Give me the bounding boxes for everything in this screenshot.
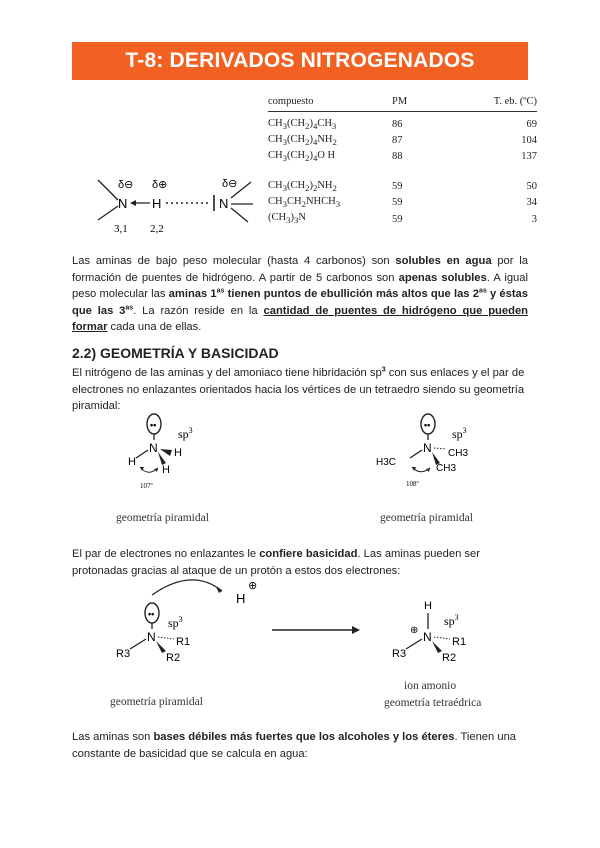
solubility-paragraph: Las aminas de bajo peso molecular (hasta 4 carbonos) son solubles en agua por la formación de puentes de hidrógeno. A partir de 5 carbonos son apenas solubles. A igual peso molecular las aminas $1^{as}$ tienen puntos de ebullición más altos que las $2^{as}$ y éstas que las $3^{as}$. La razón reside en la cantidad de puentes de hidrógeno que pueden formar cada una de ellas. — [72, 255, 529, 333]
svg-text:••: •• — [424, 420, 431, 430]
teb-cell: 137 — [521, 151, 537, 163]
table-row — [268, 195, 537, 211]
compound-cell: $CH_3CH_2NHCH_3$ — [268, 196, 341, 210]
pm-cell: 86 — [392, 119, 403, 131]
col-header-compound: compuesto — [268, 96, 378, 112]
table-header-row — [268, 96, 537, 112]
svg-text:••: •• — [148, 609, 155, 619]
sp3-label: $sp^3$ — [452, 426, 467, 441]
svg-text:H3C: H3C — [376, 457, 397, 468]
hb-n-left: N — [118, 196, 128, 211]
svg-text:H: H — [174, 447, 182, 459]
table-row — [268, 133, 537, 149]
boiling-point-table — [268, 96, 537, 227]
sp3-label: $sp^3$ — [444, 613, 459, 628]
table-row — [268, 211, 537, 227]
proton: H — [236, 591, 246, 606]
ammonium-h: H — [424, 600, 432, 612]
reaction-caption-tetra: geometría tetraédrica — [384, 697, 482, 709]
nitrogen-atom: N — [423, 441, 432, 455]
section-heading: 2.2) GEOMETRÍA Y BASICIDAD — [72, 345, 279, 361]
hb-delta-minus-left: δ⊖ — [118, 179, 134, 191]
teb-cell: 69 — [526, 119, 537, 131]
svg-text:••: •• — [150, 420, 157, 430]
table-row — [268, 149, 537, 165]
bond-angle: 108º — [406, 480, 419, 488]
pm-cell: 88 — [392, 151, 403, 163]
geometry-caption-1: geometría piramidal — [116, 512, 209, 524]
col-header-teb: T. eb. (ºC) — [467, 96, 537, 112]
trimethylamine-geometry-diagram — [370, 412, 500, 492]
page-title: T-8: DERIVADOS NITROGENADOS — [72, 42, 528, 80]
svg-text:H: H — [128, 456, 136, 468]
hb-electroneg-h: 2,2 — [150, 223, 164, 235]
reaction-caption-left: geometría piramidal — [110, 696, 203, 708]
compound-cell: $CH_3(CH_2)_4O$ H — [268, 150, 336, 164]
compound-cell: $CH_3(CH_2)_2NH_2$ — [268, 180, 337, 194]
hb-electroneg-n: 3,1 — [114, 223, 128, 235]
nitrogen-atom: N — [423, 630, 432, 644]
bond-angle: 107º — [140, 482, 153, 490]
svg-text:R2: R2 — [166, 652, 181, 664]
compound-cell: $(CH_3)_3N$ — [268, 212, 306, 226]
proton-charge: ⊕ — [248, 580, 258, 592]
pm-cell: 59 — [392, 197, 403, 209]
sp3-label: $sp^3$ — [178, 426, 193, 441]
positive-charge: ⊕ — [410, 625, 419, 636]
hb-delta-minus-right: δ⊖ — [222, 178, 238, 190]
svg-text:R1: R1 — [176, 636, 191, 648]
svg-text:CH3: CH3 — [436, 463, 457, 474]
teb-cell: 50 — [526, 181, 537, 193]
ammonia-geometry-diagram — [118, 412, 238, 492]
teb-cell: 104 — [521, 135, 537, 147]
reaction-caption-ion: ion amonio — [404, 680, 457, 692]
basicity-paragraph: El par de electrones no enlazantes le confiere basicidad. Las aminas pueden ser protonadas gracias al ataque de un protón a estos dos electrones: — [72, 548, 480, 577]
nitrogen-atom: N — [149, 441, 158, 455]
pm-cell: 87 — [392, 135, 403, 147]
svg-text:H: H — [162, 464, 170, 476]
sp3-label: $sp^3$ — [168, 615, 183, 630]
svg-text:R1: R1 — [452, 636, 467, 648]
svg-text:R3: R3 — [116, 648, 131, 660]
hb-h: H — [152, 196, 162, 211]
base-strength-paragraph: Las aminas son bases débiles más fuertes que los alcoholes y los éteres. Tienen una constante de basicidad que se calcula en agua: — [72, 731, 517, 760]
compound-cell: $CH_3(CH_2)_4NH_2$ — [268, 134, 337, 148]
compound-cell: $CH_3(CH_2)_4CH_3$ — [268, 118, 337, 132]
col-header-pm: PM — [378, 96, 467, 112]
geometry-caption-2: geometría piramidal — [380, 512, 473, 524]
pm-cell: 59 — [392, 181, 403, 193]
nitrogen-atom: N — [147, 630, 156, 644]
table-row — [268, 179, 537, 195]
svg-text:CH3: CH3 — [448, 448, 469, 459]
svg-text:R2: R2 — [442, 652, 457, 664]
svg-text:R3: R3 — [392, 648, 407, 660]
teb-cell: 34 — [526, 197, 537, 209]
pm-cell: 59 — [392, 213, 403, 225]
hb-n-right: N — [219, 196, 229, 211]
hb-delta-plus: δ⊕ — [152, 179, 168, 191]
hydrogen-bond-diagram — [88, 170, 258, 240]
teb-cell: 3 — [531, 213, 537, 225]
table-row — [268, 112, 537, 133]
geometry-paragraph: El nitrógeno de las aminas y del amoniaco tiene hibridación $sp^3$ con sus enlaces y el par de electrones no enlazantes orientados hacia los vértices de un tetraedro siendo su geometría piramidal: — [72, 366, 525, 412]
protonation-reaction-diagram — [112, 573, 492, 683]
